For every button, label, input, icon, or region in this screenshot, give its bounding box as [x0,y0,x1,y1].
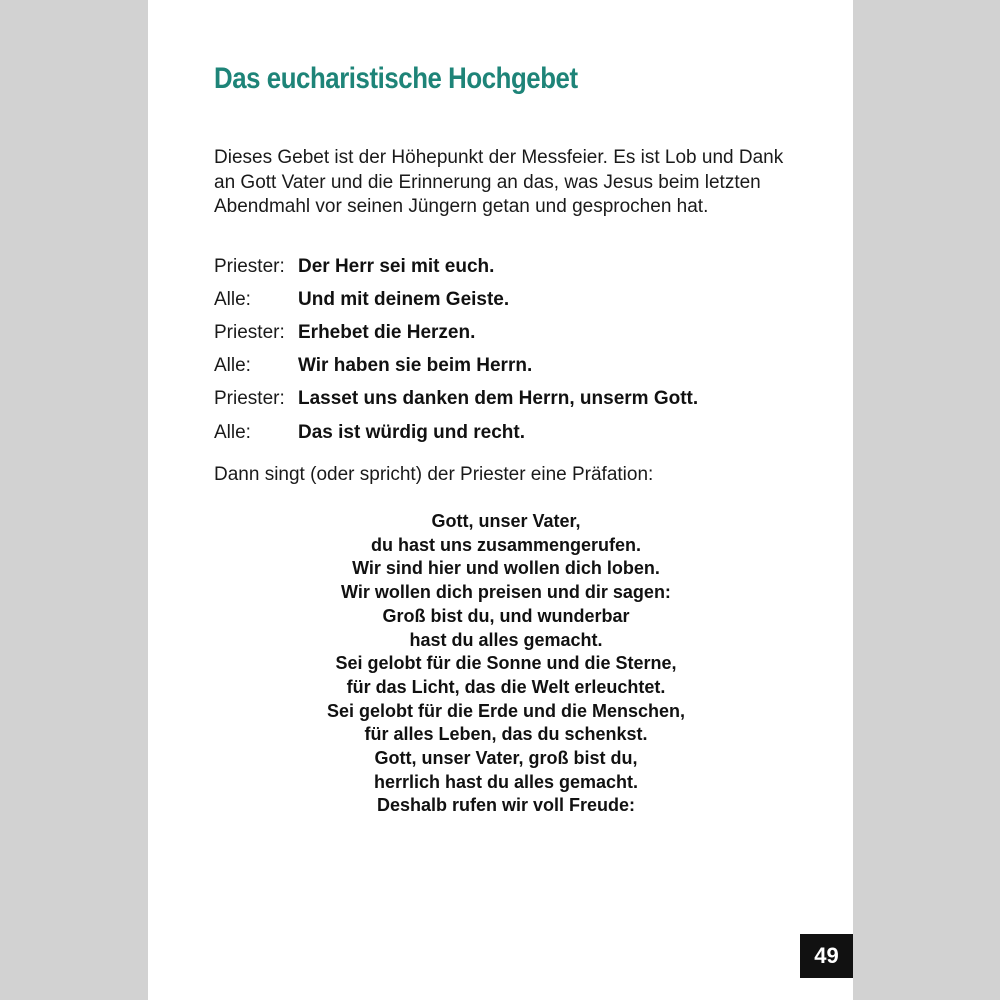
preface-line: hast du alles gemacht. [409,629,603,650]
speaker-label: Alle: [214,355,251,377]
preface-line: Wir wollen dich preisen und dir sagen: [341,582,671,603]
preface-line: Sei gelobt für die Erde und die Menschen, [326,700,686,721]
speaker-label: Priester: [214,255,285,277]
dialog-row [214,383,814,416]
dialog-row [214,316,814,349]
speaker-label: Alle: [214,288,251,310]
dialog-row [214,250,814,283]
dialog-line: Wir haben sie beim Herrn. [298,355,533,377]
intro-line: an Gott Vater und die Erinnerung an das, was Jesus beim letzten [214,171,761,193]
preface-line: Gott, unser Vater, [431,511,581,531]
dialog-line: Das ist würdig und recht. [298,421,525,443]
preface-line: du hast uns zusammengerufen. [370,534,642,555]
preface-text [208,510,804,818]
dialog-row [214,283,814,316]
dialog-row [214,416,814,449]
speaker-label: Priester: [214,388,285,410]
dialog-line: Lasset uns danken dem Herrn, unserm Gott. [298,388,699,410]
preface-line: Deshalb rufen wir voll Freude: [376,795,636,816]
page-title: Das eucharistische Hochgebet [214,62,578,95]
dialog-line: Der Herr sei mit euch. [298,255,495,277]
preface-line: Wir sind hier und wollen dich loben. [352,558,660,579]
page-number: 49 [800,934,853,978]
book-page [148,0,853,1000]
preface-line: Sei gelobt für die Sonne und die Sterne, [335,653,677,674]
intro-paragraph [214,146,814,220]
dialog-line: Erhebet die Herzen. [298,321,476,343]
speaker-label: Alle: [214,421,251,443]
dialog-list [214,250,814,449]
dialog-row [214,350,814,383]
preface-line: Gott, unser Vater, groß bist du, [374,748,638,769]
preface-line: für das Licht, das die Welt erleuchtet. [346,676,666,697]
preface-line: für alles Leben, das du schenkst. [364,724,648,745]
dialog-line: Und mit deinem Geiste. [298,288,510,310]
preface-lead-in: Dann singt (oder spricht) der Priester eine Präfation: [214,464,654,485]
preface-line: herrlich hast du alles gemacht. [373,771,639,792]
speaker-label: Priester: [214,321,285,343]
intro-line: Abendmahl vor seinen Jüngern getan und gesprochen hat. [214,196,709,217]
intro-line: Dieses Gebet ist der Höhepunkt der Messfeier. Es ist Lob und Dank [214,147,784,168]
preface-line: Groß bist du, und wunderbar [382,605,630,626]
